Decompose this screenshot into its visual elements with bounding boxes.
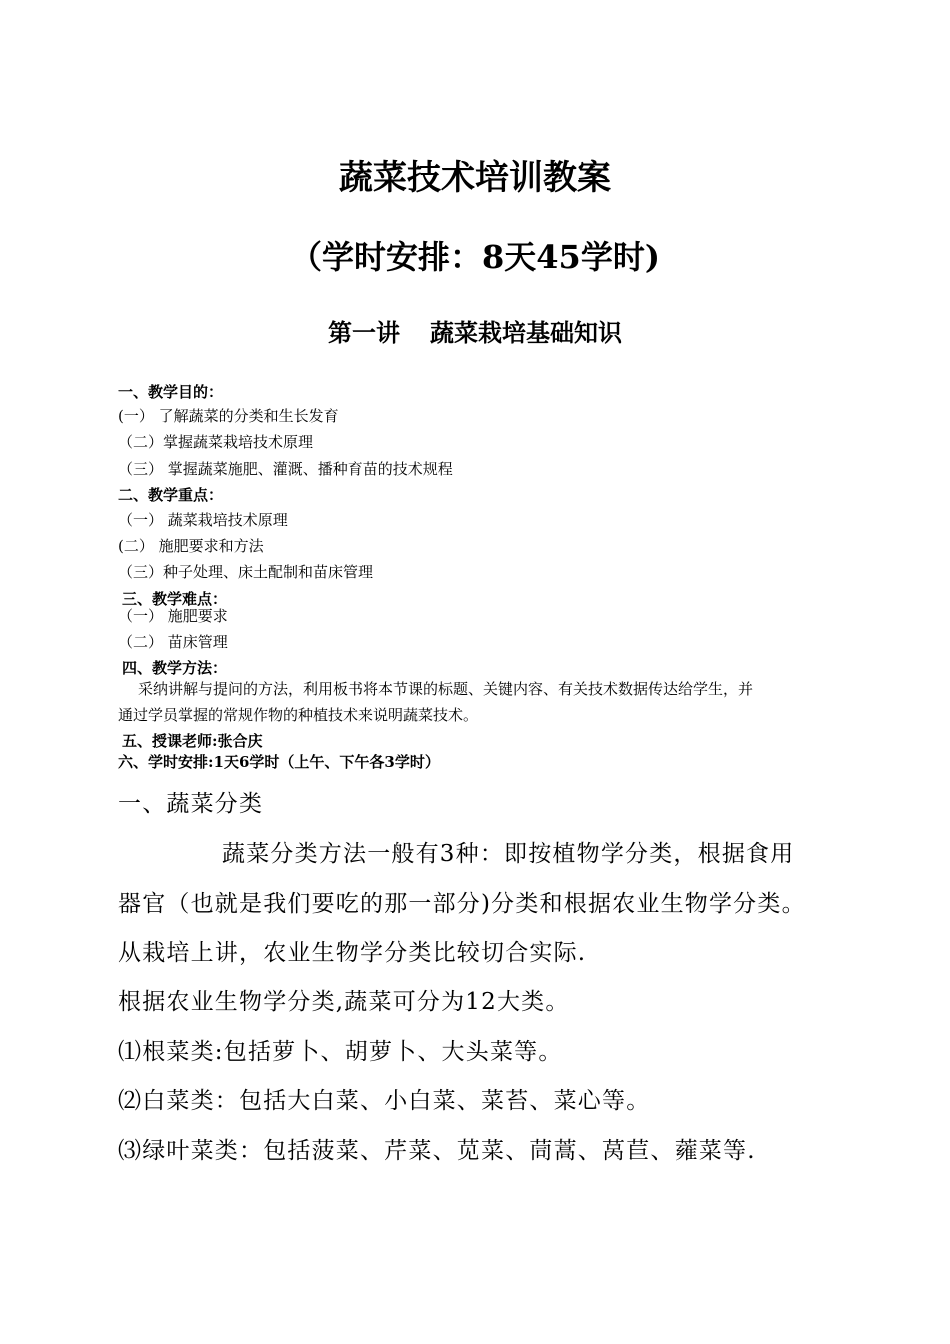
document-title: 蔬菜技术培训教案 — [339, 158, 611, 198]
body-line: 从栽培上讲，农业生物学分类比较切合实际. — [118, 940, 587, 966]
body-line: 蔬菜分类方法一般有3种：即按植物学分类，根据食用 — [222, 841, 795, 867]
schedule-line: 六、学时安排:1天6学时（上午、下午各3学时） — [118, 753, 440, 771]
method-heading: 四、教学方法： — [122, 659, 228, 677]
body-line: ⑶绿叶菜类：包括菠菜、芹菜、苋菜、茼蒿、莴苣、蕹菜等. — [118, 1138, 756, 1164]
difficulties-heading: 三、教学难点： — [122, 590, 228, 608]
purpose-heading: 一、教学目的： — [118, 383, 224, 401]
body-line: 器官（也就是我们要吃的那一部分)分类和根据农业生物学分类。 — [118, 891, 806, 917]
purpose-item: (一） 了解蔬菜的分类和生长发育 — [118, 407, 339, 425]
difficulty-item: （二） 苗床管理 — [118, 633, 228, 651]
body-line: 根据农业生物学分类,蔬菜可分为12大类。 — [118, 989, 570, 1015]
lecture-name: 蔬菜栽培基础知识 — [430, 318, 622, 347]
body-line: ⑴根菜类:包括萝卜、胡萝卜、大头菜等。 — [118, 1039, 563, 1065]
lecture-heading — [0, 313, 950, 348]
method-line: 采纳讲解与提问的方法，利用板书将本节课的标题、关键内容、有关技术数据传达给学生，并 — [138, 680, 754, 698]
purpose-item: （三） 掌握蔬菜施肥、灌溉、播种育苗的技术规程 — [118, 460, 453, 478]
key-points-heading: 二、教学重点： — [118, 486, 224, 504]
key-point-item: (二） 施肥要求和方法 — [118, 537, 264, 555]
purpose-item: （二）掌握蔬菜栽培技术原理 — [118, 433, 314, 451]
method-line: 通过学员掌握的常规作物的种植技术来说明蔬菜技术。 — [118, 706, 479, 724]
key-point-item: （三）种子处理、床土配制和苗床管理 — [118, 563, 374, 581]
document-subtitle: （学时安排：8天45学时) — [290, 238, 660, 276]
key-point-item: （一） 蔬菜栽培技术原理 — [118, 511, 288, 529]
body-heading: 一、蔬菜分类 — [118, 791, 264, 817]
teacher-line: 五、授课老师:张合庆 — [122, 732, 263, 750]
difficulty-item: （一） 施肥要求 — [118, 607, 228, 625]
body-line: ⑵白菜类：包括大白菜、小白菜、菜苔、菜心等。 — [118, 1088, 651, 1114]
lecture-number: 第一讲 — [328, 318, 400, 347]
